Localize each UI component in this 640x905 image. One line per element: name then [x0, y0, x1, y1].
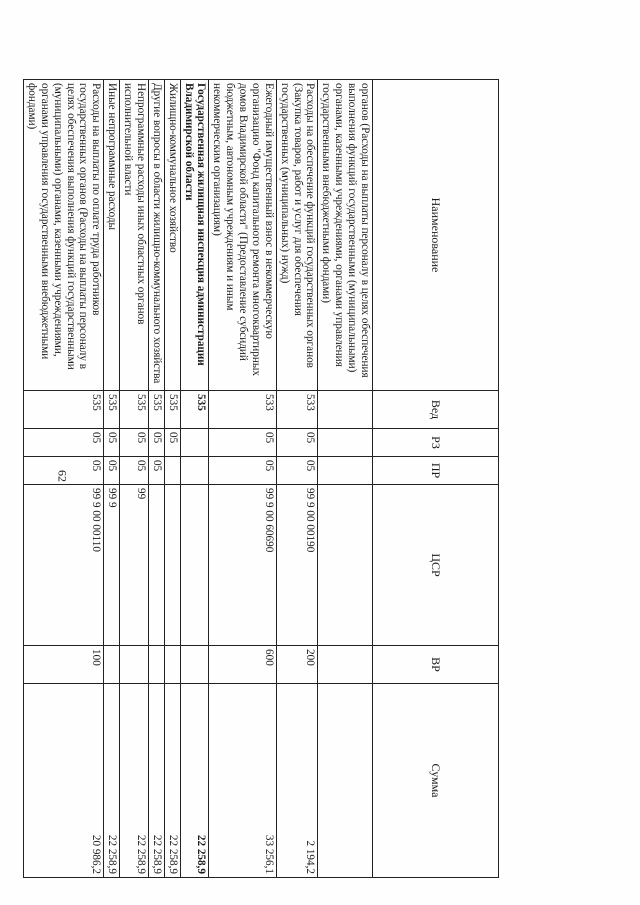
table-row — [164, 80, 180, 878]
table-row — [180, 80, 209, 878]
cell-name: Ежегодный имущественный взнос в некоммерческую организацию "Фонд капитального ремонта многоквартирных домов Владимирской области" (Предоставление субсидий бюджетным, автономным учреждениям и иным некоммерческим организациям) — [209, 80, 276, 391]
cell-rz: 05 — [209, 429, 276, 457]
cell-sum: 20 986,2 — [24, 684, 104, 878]
cell-csr — [180, 485, 209, 646]
cell-ved: 535 — [104, 391, 120, 429]
cell-ved: 535 — [149, 391, 165, 429]
table-body — [24, 80, 373, 878]
cell-pr: 05 — [209, 457, 276, 485]
cell-name: Государственная жилищная инспекция администрации Владимирской области — [180, 80, 209, 391]
cell-rz: 05 — [104, 429, 120, 457]
cell-pr: 05 — [24, 457, 104, 485]
header-name: Наименование — [373, 80, 499, 391]
cell-name: Расходы на выплаты по оплате труда работников государственных органов (Расходы на выплаты персоналу в целях обеспечения выполнения функций государственными (муниципальными) органами, казенными учреждениями, органами управления государственными внебюджетными фондами) — [24, 80, 104, 391]
cell-ved: 533 — [209, 391, 276, 429]
cell-sum — [318, 684, 373, 878]
cell-name: Другие вопросы в области жилищно-коммунального хозяйства — [149, 80, 165, 391]
cell-pr — [164, 457, 180, 485]
header-vr: ВР — [373, 646, 499, 684]
cell-pr — [180, 457, 209, 485]
cell-ved — [318, 391, 373, 429]
cell-name: Иные непрограммные расходы — [104, 80, 120, 391]
cell-rz: 05 — [120, 429, 149, 457]
cell-rz: 05 — [24, 429, 104, 457]
cell-csr — [149, 485, 165, 646]
cell-pr: 05 — [120, 457, 149, 485]
header-rz: РЗ — [373, 429, 499, 457]
table-row — [104, 80, 120, 878]
cell-sum: 22 258,9 — [180, 684, 209, 878]
cell-csr — [164, 485, 180, 646]
cell-csr: 99 9 00 60690 — [209, 485, 276, 646]
cell-rz — [180, 429, 209, 457]
cell-ved: 533 — [276, 391, 318, 429]
cell-sum: 22 258,9 — [104, 684, 120, 878]
cell-csr: 99 — [120, 485, 149, 646]
page-number: 62 — [55, 470, 70, 482]
cell-vr: 100 — [24, 646, 104, 684]
table-row — [318, 80, 373, 878]
cell-rz: 05 — [164, 429, 180, 457]
cell-rz — [318, 429, 373, 457]
table-row — [120, 80, 149, 878]
cell-ved: 535 — [164, 391, 180, 429]
cell-csr: 99 9 — [104, 485, 120, 646]
cell-ved: 535 — [180, 391, 209, 429]
cell-rz: 05 — [276, 429, 318, 457]
cell-sum: 22 258,9 — [120, 684, 149, 878]
cell-csr: 99 9 00 00190 — [276, 485, 318, 646]
cell-pr: 05 — [149, 457, 165, 485]
budget-table — [23, 79, 499, 878]
table-row — [24, 80, 104, 878]
cell-rz: 05 — [149, 429, 165, 457]
cell-sum: 33 256,1 — [209, 684, 276, 878]
cell-vr — [149, 646, 165, 684]
cell-vr — [180, 646, 209, 684]
cell-pr: 05 — [104, 457, 120, 485]
cell-name: Расходы на обеспечение функций государственных органов (Закупка товаров, работ и услуг для обеспечения государственных (муниципальных) нужд) — [276, 80, 318, 391]
header-sum: Сумма — [373, 684, 499, 878]
header-pr: ПР — [373, 457, 499, 485]
table-header — [373, 80, 499, 878]
cell-name: органов (Расходы на выплаты персоналу в целях обеспечения выполнения функций государственными (муниципальными) органами, казенными учреждениями, органами управления государственными внебюджетными фондами) — [318, 80, 373, 391]
table-row — [276, 80, 318, 878]
cell-pr: 05 — [276, 457, 318, 485]
cell-ved: 535 — [120, 391, 149, 429]
cell-name: Непрограммные расходы иных областных органов исполнительной власти — [120, 80, 149, 391]
header-ved: Вед — [373, 391, 499, 429]
cell-sum: 2 194,2 — [276, 684, 318, 878]
table-row — [149, 80, 165, 878]
cell-vr: 600 — [209, 646, 276, 684]
cell-name: Жилищно-коммунальное хозяйство — [164, 80, 180, 391]
cell-vr — [164, 646, 180, 684]
header-row — [373, 80, 499, 878]
header-csr: ЦСР — [373, 485, 499, 646]
cell-pr — [318, 457, 373, 485]
cell-csr: 99 9 00 00110 — [24, 485, 104, 646]
cell-sum: 22 258,9 — [164, 684, 180, 878]
cell-vr — [104, 646, 120, 684]
table-row — [209, 80, 276, 878]
cell-sum: 22 258,9 — [149, 684, 165, 878]
cell-vr — [318, 646, 373, 684]
rotated-table-area — [26, 79, 499, 877]
cell-vr — [120, 646, 149, 684]
table-rotation-wrapper — [26, 79, 499, 877]
cell-ved: 535 — [24, 391, 104, 429]
cell-csr — [318, 485, 373, 646]
cell-vr: 200 — [276, 646, 318, 684]
